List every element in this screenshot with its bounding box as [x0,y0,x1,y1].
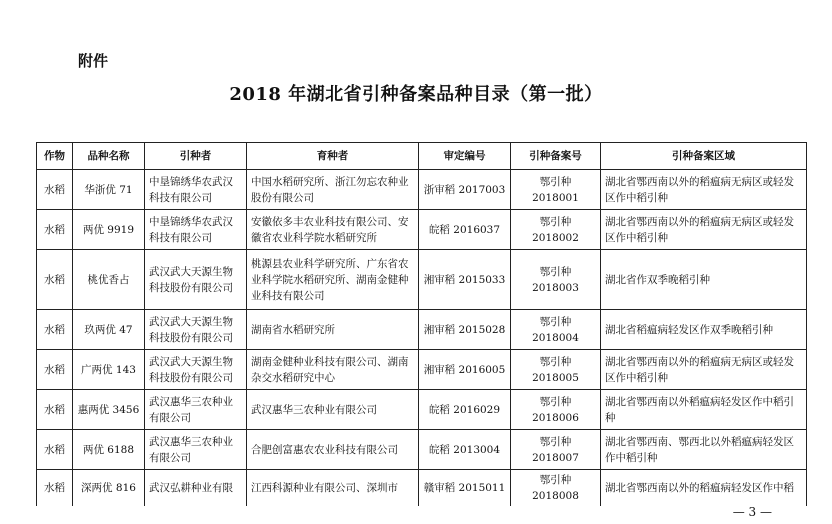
cell-crop: 水稻 [37,350,73,390]
cell-filing-no: 鄂引种 2018005 [511,350,601,390]
cell-crop: 水稻 [37,390,73,430]
cell-filing-no: 鄂引种 2018002 [511,210,601,250]
cell-breeder: 桃源县农业科学研究所、广东省农业科学院水稻研究所、湖南金健种业科技有限公司 [247,250,419,310]
cell-breeder: 安徽依多丰农业科技有限公司、安徽省农业科学院水稻研究所 [247,210,419,250]
cell-variety: 深两优 816 [73,470,145,507]
cell-crop: 水稻 [37,250,73,310]
cell-breeder: 湖南金健种业科技有限公司、湖南杂交水稻研究中心 [247,350,419,390]
cell-approval-no: 皖稻 2016037 [419,210,511,250]
cell-filing-no: 鄂引种 2018003 [511,250,601,310]
cell-approval-no: 皖稻 2016029 [419,390,511,430]
cell-variety: 两优 6188 [73,430,145,470]
cell-variety: 两优 9919 [73,210,145,250]
cell-introducer: 武汉惠华三农种业有限公司 [145,430,247,470]
table-header-row [37,143,807,170]
cell-filing-no: 鄂引种 2018008 [511,470,601,507]
cell-introducer: 中垦锦绣华农武汉科技有限公司 [145,170,247,210]
cell-variety: 桃优香占 [73,250,145,310]
cell-region: 湖北省鄂西南以外的稻瘟病轻发区作中稻 [601,470,807,507]
cell-breeder: 武汉惠华三农种业有限公司 [247,390,419,430]
table-row [37,430,807,470]
cell-introducer: 武汉弘耕种业有限 [145,470,247,507]
table-row [37,470,807,507]
cell-region: 湖北省鄂西南、鄂西北以外稻瘟病轻发区作中稻引种 [601,430,807,470]
header-crop: 作物 [37,143,73,170]
cell-crop: 水稻 [37,430,73,470]
page-number: — 3 — [732,505,772,519]
cell-filing-no: 鄂引种 2018007 [511,430,601,470]
cell-introducer: 武汉武大天源生物科技股份有限公司 [145,250,247,310]
cell-variety: 广两优 143 [73,350,145,390]
cell-approval-no: 赣审稻 2015011 [419,470,511,507]
variety-table [36,142,807,506]
table-row [37,210,807,250]
cell-breeder: 湖南省水稻研究所 [247,310,419,350]
cell-variety: 华浙优 71 [73,170,145,210]
cell-crop: 水稻 [37,470,73,507]
cell-introducer: 中垦锦绣华农武汉科技有限公司 [145,210,247,250]
cell-variety: 玖两优 47 [73,310,145,350]
cell-approval-no: 湘审稻 2015033 [419,250,511,310]
header-introducer: 引种者 [145,143,247,170]
table-row [37,350,807,390]
page-title: 2018 年湖北省引种备案品种目录（第一批） [229,84,603,105]
cell-approval-no: 浙审稻 2017003 [419,170,511,210]
cell-variety: 惠两优 3456 [73,390,145,430]
cell-filing-no: 鄂引种 2018006 [511,390,601,430]
table-row [37,390,807,430]
cell-region: 湖北省鄂西南以外的稻瘟病无病区或轻发区作中稻引种 [601,210,807,250]
cell-crop: 水稻 [37,210,73,250]
cell-filing-no: 鄂引种 2018004 [511,310,601,350]
cell-region: 湖北省稻瘟病轻发区作双季晚稻引种 [601,310,807,350]
cell-approval-no: 湘审稻 2016005 [419,350,511,390]
cell-region: 湖北省鄂西南以外稻瘟病轻发区作中稻引种 [601,390,807,430]
header-region: 引种备案区域 [601,143,807,170]
table-row [37,310,807,350]
header-approval-no: 审定编号 [419,143,511,170]
cell-crop: 水稻 [37,170,73,210]
cell-approval-no: 湘审稻 2015028 [419,310,511,350]
cell-region: 湖北省作双季晚稻引种 [601,250,807,310]
cell-region: 湖北省鄂西南以外的稻瘟病无病区或轻发区作中稻引种 [601,170,807,210]
cell-breeder: 中国水稻研究所、浙江勿忘农种业股份有限公司 [247,170,419,210]
cell-approval-no: 皖稻 2013004 [419,430,511,470]
cell-breeder: 江西科源种业有限公司、深圳市 [247,470,419,507]
cell-introducer: 武汉武大天源生物科技股份有限公司 [145,310,247,350]
cell-breeder: 合肥创富惠农农业科技有限公司 [247,430,419,470]
table-row [37,250,807,310]
cell-filing-no: 鄂引种 2018001 [511,170,601,210]
attachment-label: 附件 [78,52,109,70]
cell-region: 湖北省鄂西南以外的稻瘟病无病区或轻发区作中稻引种 [601,350,807,390]
header-filing-no: 引种备案号 [511,143,601,170]
cell-introducer: 武汉惠华三农种业有限公司 [145,390,247,430]
header-breeder: 育种者 [247,143,419,170]
cell-crop: 水稻 [37,310,73,350]
cell-introducer: 武汉武大天源生物科技股份有限公司 [145,350,247,390]
table-row [37,170,807,210]
header-variety: 品种名称 [73,143,145,170]
